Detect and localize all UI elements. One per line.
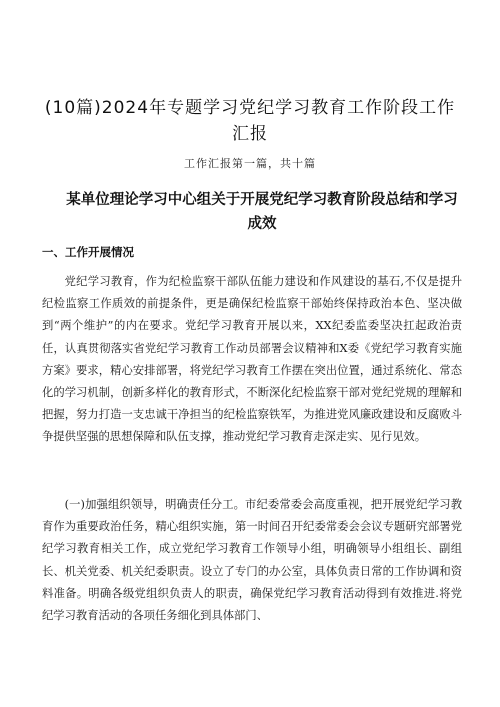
paragraph-intro: 党纪学习教育，作为纪检监察干部队伍能力建设和作风建设的基石,不仅是提升纪检监察工作质效的前提条件，更是确保纪检监察干部始终保持政治本色、坚决做到“两个维护”的内在要求。党纪学习教育开展以来，XX纪委监委坚决扛起政治责任，认真贯彻落实省党纪学习教育工作动员部署会议精神和X委《党纪学习教育实施方案》要求，精心安排部署，将党纪学习教育工作摆在突出位置，通过系统化、常态化的学习机制，创新多样化的教育形式，不断深化纪检监察干部对党纪党规的理解和把握，努力打造一支忠诚干净担当的纪检监察铁军，为推进党风廉政建设和反腐败斗争提供坚强的思想保障和队伍支撑，推动党纪学习教育走深走实、见行见效。 <box>42 275 462 444</box>
section-heading: 某单位理论学习中心组关于开展党纪学习教育阶段总结和学习成效 <box>66 192 458 232</box>
document-subtitle: 工作汇报第一篇，共十篇 <box>184 157 316 170</box>
paragraph-organization: (一)加强组织领导，明确责任分工。市纪委常委会高度重视，把开展党纪学习教育作为重要政治任务，精心组织实施，第一时间召开纪委常委会会议专题研究部署党纪学习教育相关工作，成立党纪学习教育工作领导小组，明确领导小组组长、副组长、机关党委、机关纪委职责。设立了专门的办公室，具体负责日常的工作协调和资料准备。明确各级党组织负责人的职责，确保党纪学习教育活动得到有效推进.将党纪学习教育活动的各项任务细化到具体部门、 <box>42 498 462 623</box>
document-title: (10篇)2024年专题学习党纪学习教育工作阶段工作汇报 <box>44 98 456 144</box>
heading-work-progress: 一、工作开展情况 <box>42 245 134 259</box>
